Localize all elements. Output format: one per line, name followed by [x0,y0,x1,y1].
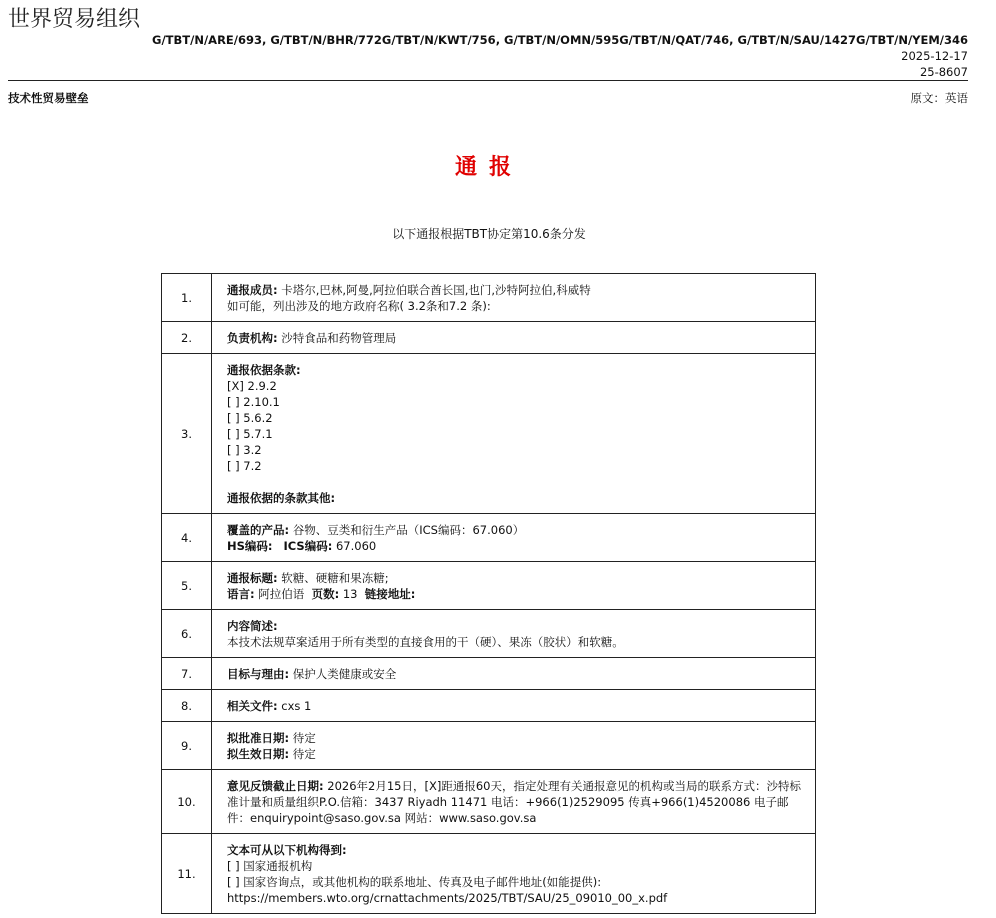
row-number: 4. [162,514,212,562]
basis-option: [ ] 7.2 [227,458,262,473]
table-row [162,690,816,722]
row-number: 5. [162,562,212,610]
ics-code-label: ICS编码: [283,538,333,553]
notification-basis-cell [212,354,816,514]
objective-cell [212,658,816,690]
table-row [162,658,816,690]
original-language: 原文：英语 [910,91,968,105]
availability-option: [ ] 国家通报机构 [227,858,313,873]
row-number: 1. [162,274,212,322]
row-number: 9. [162,722,212,770]
field-label: 内容简述: [227,618,278,633]
document-number: 25-8607 [919,65,968,79]
intro-text: 以下通报根据TBT协定第10.6条分发 [392,227,586,241]
field-label: 通报成员: [227,282,278,297]
products-covered-cell [212,514,816,562]
basis-option: [ ] 5.7.1 [227,426,273,441]
table-row [162,514,816,562]
row-number: 10. [162,770,212,834]
document-symbol: G/TBT/N/ARE/693, G/TBT/N/BHR/772G/TBT/N/KWT/756, G/TBT/N/OMN/595G/TBT/N/QAT/746, G/TBT/N/SAU/1427G/TBT/N/YEM/346 [152,33,968,47]
row-number: 6. [162,610,212,658]
text-availability-cell [212,834,816,914]
table-row [162,722,816,770]
field-label: 通报标题: [227,570,278,585]
table-row [162,354,816,514]
field-label: 相关文件: [227,698,278,713]
table-row [162,322,816,354]
approval-date-label: 拟批准日期: [227,730,290,745]
notification-table [161,273,816,914]
basis-option: [X] 2.9.2 [227,378,277,393]
effective-date-value: 待定 [289,746,316,761]
availability-option: [ ] 国家咨询点，或其他机构的联系地址、传真及电子邮件地址(如能提供): [227,874,602,889]
notice-title: 通报 [454,155,523,180]
dates-cell [212,722,816,770]
field-value: cxs 1 [277,698,312,713]
approval-date-value: 待定 [289,730,316,745]
link-label: 链接地址: [364,586,416,601]
row-number: 2. [162,322,212,354]
org-title: 世界贸易组织 [8,7,141,32]
document-link[interactable]: https://members.wto.org/crnattachments/2025/TBT/SAU/25_09010_00_x.pdf [227,890,668,905]
field-note: 如可能，列出涉及的地方政府名称( 3.2条和7.2 条): [227,298,491,313]
row-number: 3. [162,354,212,514]
notification-title-cell [212,562,816,610]
table-row [162,562,816,610]
field-label: 通报依据的条款其他: [227,490,336,505]
field-value: 沙特食品和药物管理局 [277,330,397,345]
language-value: 阿拉伯语 [254,586,308,601]
table-row [162,610,816,658]
row-number: 7. [162,658,212,690]
basis-option: [ ] 2.10.1 [227,394,280,409]
field-value: 保护人类健康或安全 [289,666,397,681]
relevant-documents-cell [212,690,816,722]
pages-label: 页数: [311,586,340,601]
field-label: 通报依据条款: [227,362,301,377]
field-value: 谷物、豆类和衍生产品（ICS编码：67.060） [289,522,525,537]
field-label: 负责机构: [227,330,278,345]
notifying-member-cell [212,274,816,322]
table-row [162,274,816,322]
row-number: 8. [162,690,212,722]
committee-name: 技术性贸易壁垒 [8,91,89,105]
field-label: 目标与理由: [227,666,290,681]
basis-option: [ ] 3.2 [227,442,262,457]
comment-deadline-cell [212,770,816,834]
field-label: 意见反馈截止日期: [227,778,324,793]
field-value: 本技术法规草案适用于所有类型的直接食用的干（硬）、果冻（胶状）和软糖。 [227,634,624,649]
field-label: 文本可从以下机构得到: [227,842,347,857]
hs-code-label: HS编码: [227,538,273,553]
field-value: 软糖、硬糖和果冻糖; [277,570,389,585]
agency-cell [212,322,816,354]
row-number: 11. [162,834,212,914]
header-divider [8,80,968,81]
language-label: 语言: [227,586,255,601]
table-row [162,834,816,914]
ics-code-value: 67.060 [332,538,377,553]
field-label: 覆盖的产品: [227,522,290,537]
pages-value: 13 [339,586,362,601]
field-value: 卡塔尔,巴林,阿曼,阿拉伯联合酋长国,也门,沙特阿拉伯,科威特 [277,282,591,297]
effective-date-label: 拟生效日期: [227,746,290,761]
description-cell [212,610,816,658]
table-row [162,770,816,834]
document-date: 2025-12-17 [901,49,968,63]
basis-option: [ ] 5.6.2 [227,410,273,425]
field-value: 2026年2月15日，[X]距通报60天，指定处理有关通报意见的机构或当局的联系方式：沙特标准计量和质量组织P.O.信箱：3437 Riyadh 11471 电话：+966(1)2529095 传真+966(1)4520086 电子邮件：enquirypoint@saso.gov.sa 网站：www.saso.gov.sa [227,778,801,825]
